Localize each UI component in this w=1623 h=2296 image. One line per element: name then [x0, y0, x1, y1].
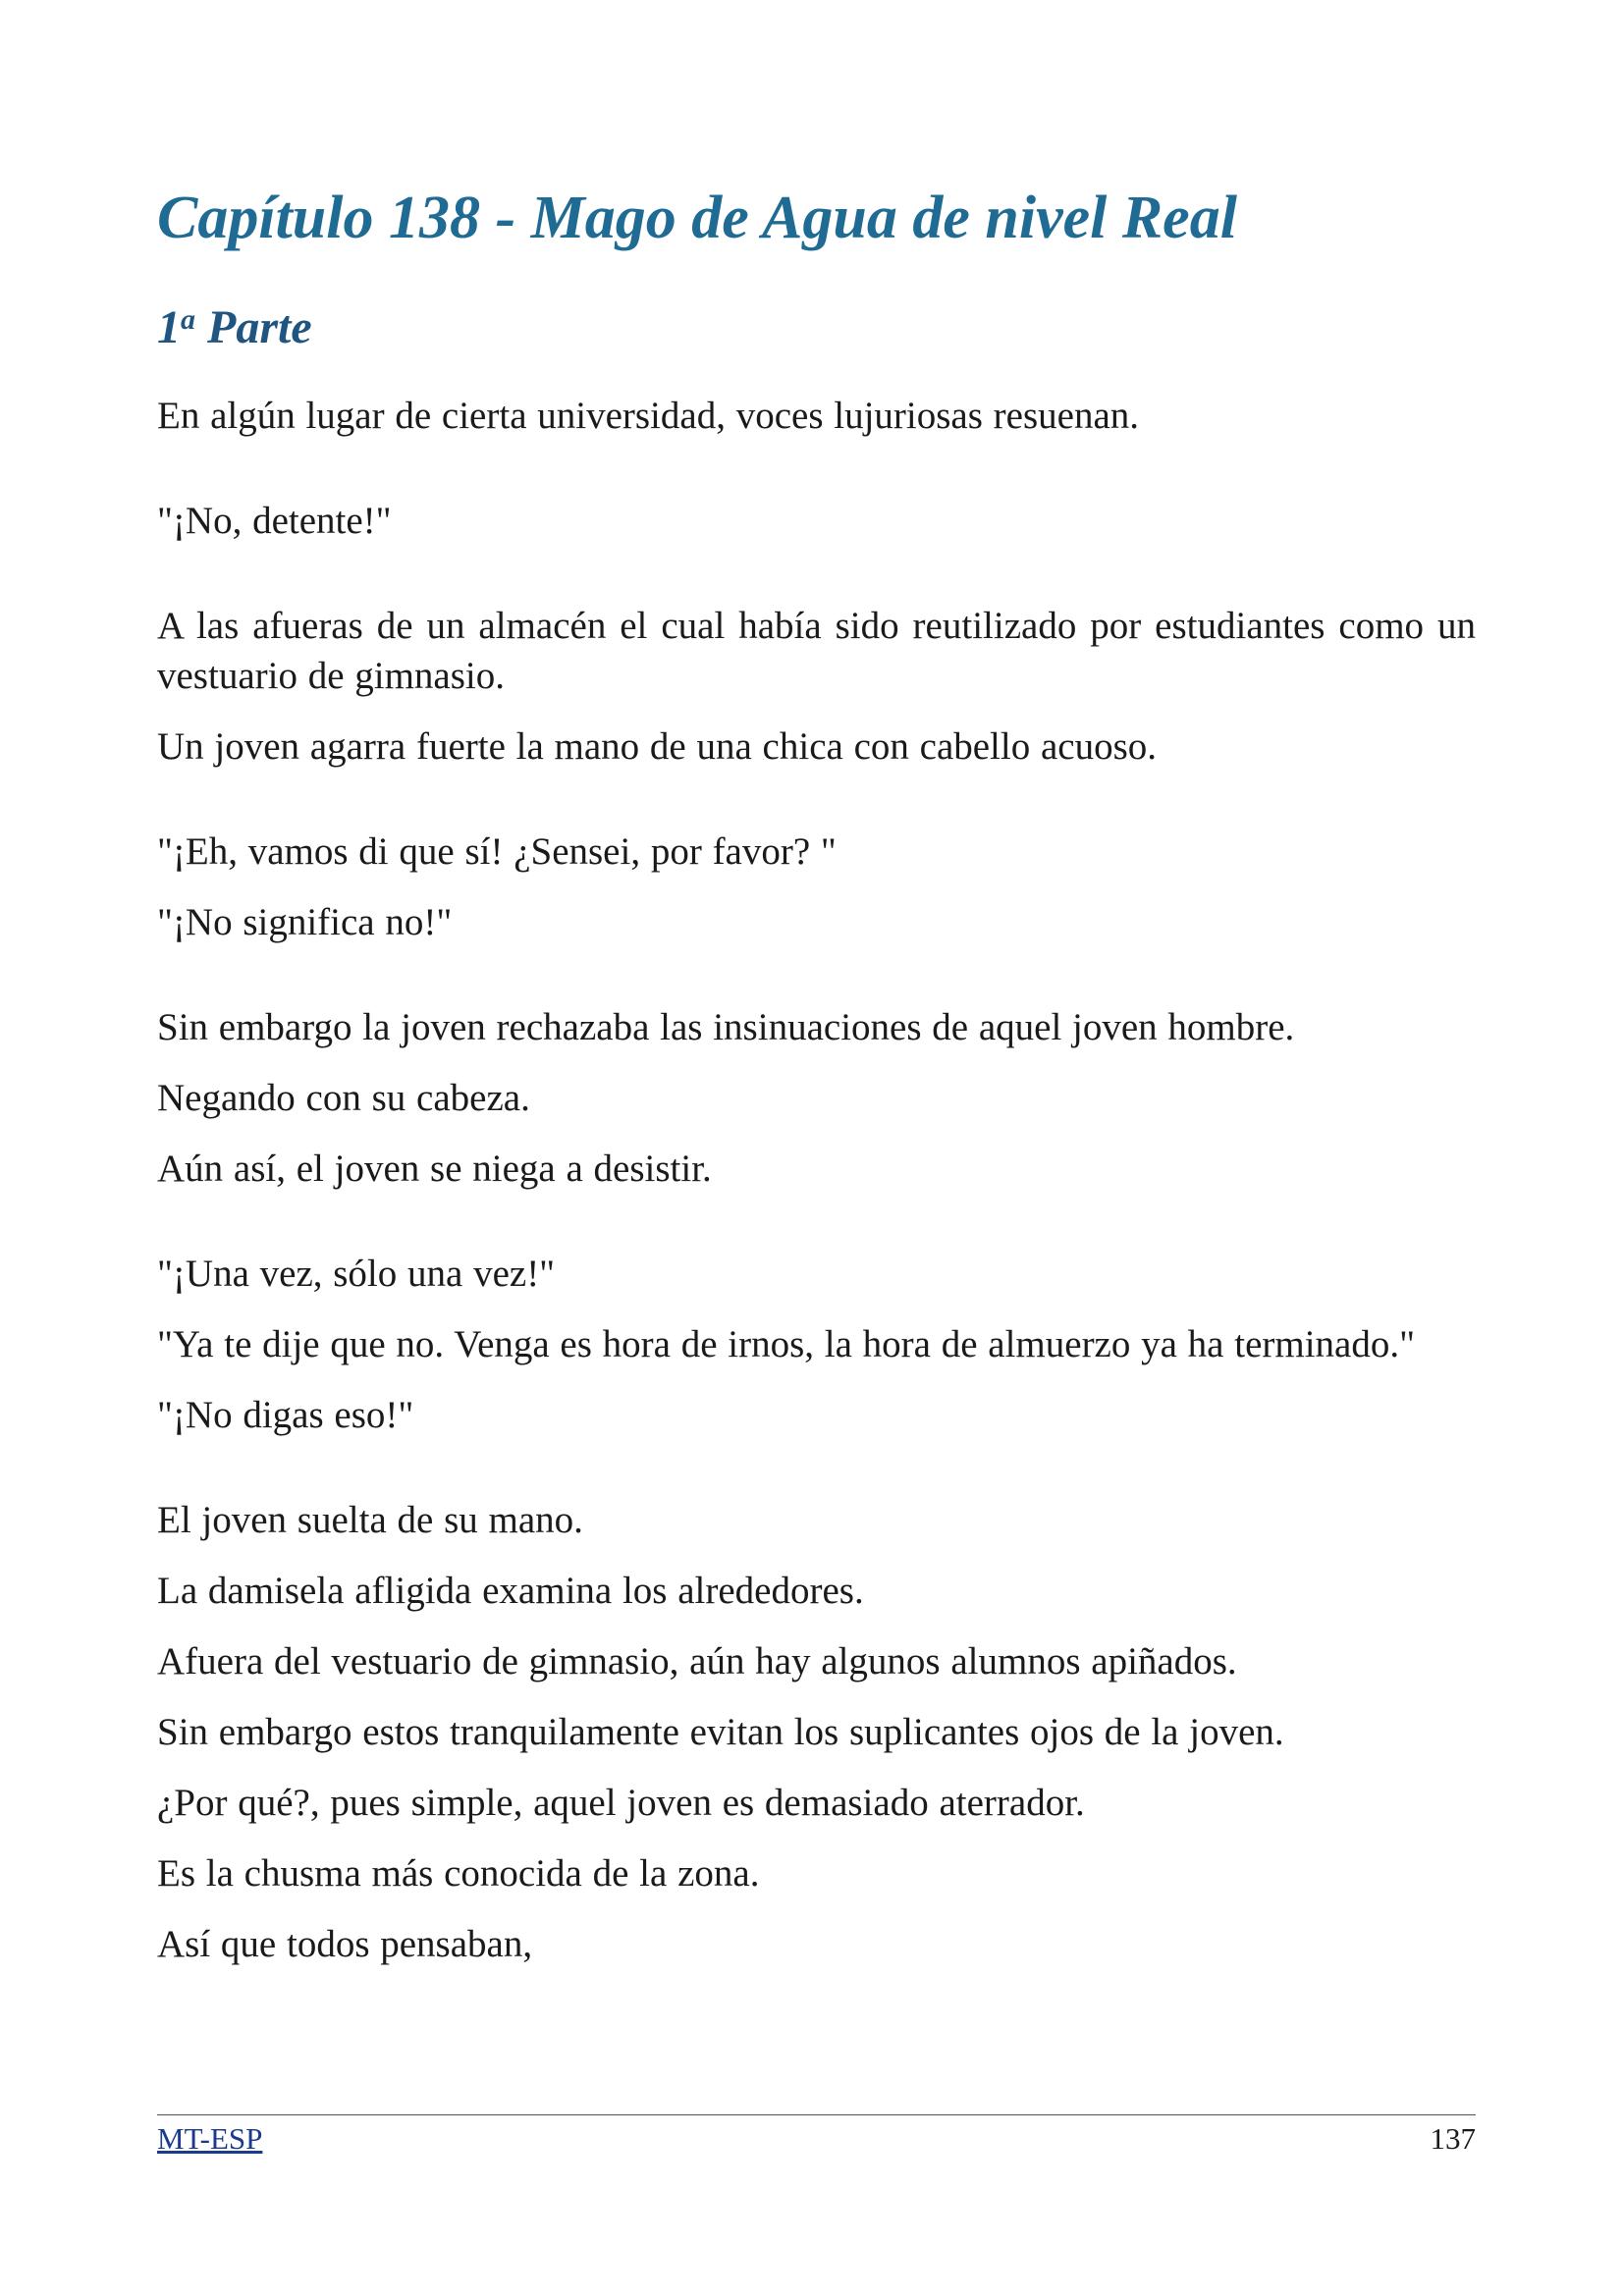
paragraph: Sin embargo la joven rechazaba las insinuaciones de aquel joven hombre.: [157, 1006, 1295, 1048]
part-number: 1: [157, 301, 181, 353]
paragraph: A las afueras de un almacén el cual había sido reutilizado por estudiantes como un vestuario de gimnasio.: [157, 605, 1476, 697]
footer-site-link[interactable]: MT-ESP: [157, 2121, 263, 2156]
part-heading: [157, 302, 312, 354]
paragraph: Así que todos pensaban,: [157, 1923, 533, 1965]
paragraph: "¡No digas eso!": [157, 1394, 414, 1436]
paragraph: En algún lugar de cierta universidad, voces lujuriosas resuenan.: [157, 395, 1140, 437]
page-number: 137: [1430, 2121, 1476, 2156]
paragraph: Afuera del vestuario de gimnasio, aún hay algunos alumnos apiñados.: [157, 1640, 1237, 1682]
chapter-body: [157, 391, 1476, 1969]
paragraph: Aún así, el joven se niega a desistir.: [157, 1148, 712, 1190]
paragraph: "¡No significa no!": [157, 901, 453, 943]
page-footer: [157, 2114, 1476, 2159]
paragraph: "¡Una vez, sólo una vez!": [157, 1253, 556, 1295]
paragraph: Sin embargo estos tranquilamente evitan los suplicantes ojos de la joven.: [157, 1711, 1284, 1753]
paragraph: Un joven agarra fuerte la mano de una chica con cabello acuoso.: [157, 725, 1158, 768]
part-ordinal-suffix: a: [181, 303, 195, 336]
chapter-title: Capítulo 138 - Mago de Agua de nivel Real: [157, 185, 1237, 251]
paragraph: ¿Por qué?, pues simple, aquel joven es demasiado aterrador.: [157, 1782, 1085, 1824]
paragraph: "¡Eh, vamos di que sí! ¿Sensei, por favor? ": [157, 830, 837, 873]
paragraph: El joven suelta de su mano.: [157, 1499, 583, 1541]
part-label: Parte: [207, 301, 312, 353]
paragraph: Negando con su cabeza.: [157, 1077, 530, 1119]
paragraph: La damisela afligida examina los alrededores.: [157, 1570, 864, 1612]
paragraph: "Ya te dije que no. Venga es hora de irnos, la hora de almuerzo ya ha terminado.": [157, 1323, 1416, 1365]
paragraph: Es la chusma más conocida de la zona.: [157, 1852, 760, 1895]
paragraph: "¡No, detente!": [157, 500, 392, 542]
